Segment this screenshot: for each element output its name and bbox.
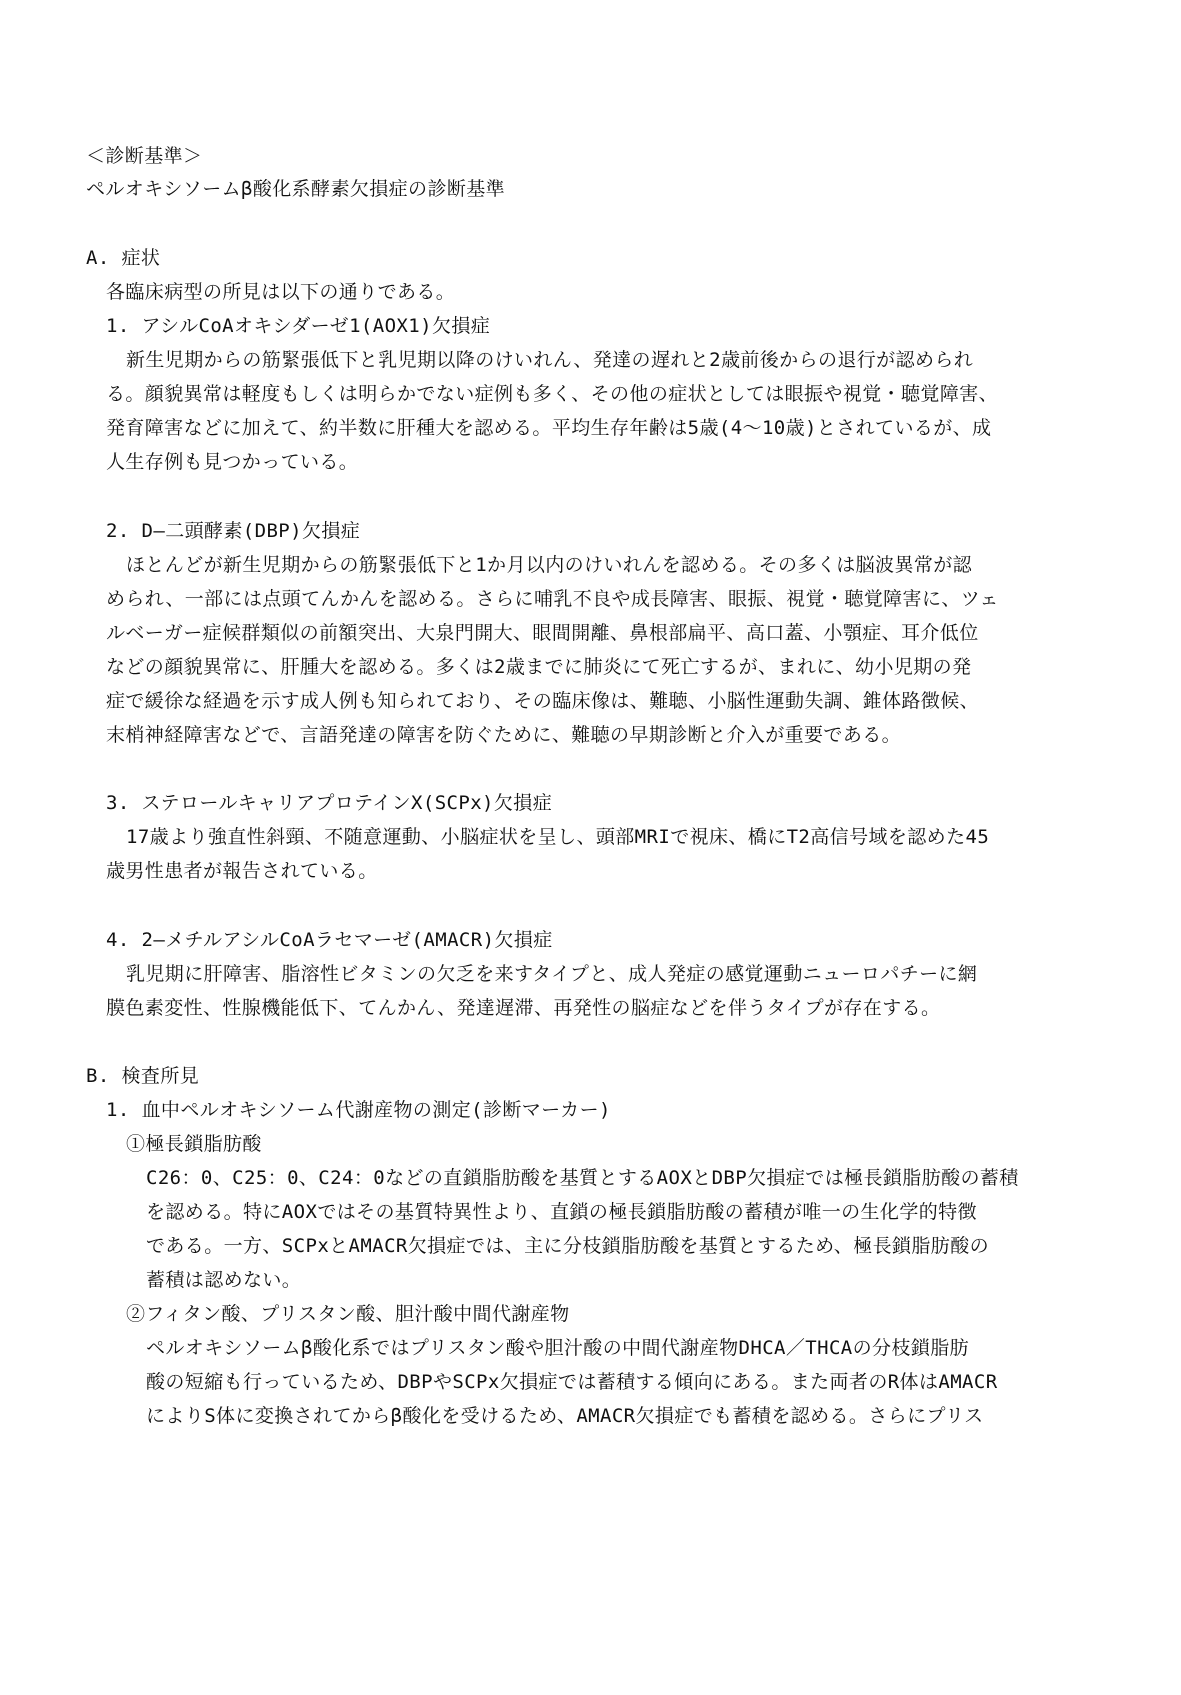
paragraph-line: 17歳より強直性斜頸、不随意運動、小脳症状を呈し、頭部MRIで視床、橋にT2高信号域を認めた45: [126, 826, 990, 848]
paragraph-line: である。一方、SCPxとAMACR欠損症では、主に分枝鎖脂肪酸を基質とするため、極長鎖脂肪酸の: [146, 1235, 989, 1257]
paragraph-line: ルベーガー症候群類似の前額突出、大泉門開大、眼間開離、鼻根部扁平、高口蓋、小顎症、耳介低位: [106, 622, 979, 644]
section-b-heading: B. 検査所見: [86, 1065, 200, 1087]
section-b-item-1-title: 1. 血中ペルオキシソーム代謝産物の測定(診断マーカー): [106, 1099, 611, 1121]
paragraph-line: 蓄積は認めない。: [146, 1269, 302, 1291]
paragraph-line: 人生存例も見つかっている。: [106, 451, 359, 473]
paragraph-line: められ、一部には点頭てんかんを認める。さらに哺乳不良や成長障害、眼振、視覚・聴覚障害に、ツェ: [106, 588, 999, 610]
paragraph-line: 歳男性患者が報告されている。: [106, 860, 378, 882]
paragraph-line: 末梢神経障害などで、言語発達の障害を防ぐために、難聴の早期診断と介入が重要である。: [106, 724, 902, 746]
paragraph-line: C26：0、C25：0、C24：0などの直鎖脂肪酸を基質とするAOXとDBP欠損症では極長鎖脂肪酸の蓄積: [146, 1167, 1019, 1189]
paragraph-line: る。顔貌異常は軽度もしくは明らかでない症例も多く、その他の症状としては眼振や視覚・聴覚障害、: [106, 383, 999, 405]
paragraph-line: によりS体に変換されてからβ酸化を受けるため、AMACR欠損症でも蓄積を認める。さらにプリス: [146, 1405, 984, 1427]
bracket-title: ＜診断基準＞: [86, 145, 203, 167]
paragraph-line: を認める。特にAOXではその基質特異性より、直鎖の極長鎖脂肪酸の蓄積が唯一の生化学的特徴: [146, 1201, 977, 1223]
paragraph-line: 新生児期からの筋緊張低下と乳児期以降のけいれん、発達の遅れと2歳前後からの退行が認められ: [126, 349, 974, 371]
paragraph-line: ほとんどが新生児期からの筋緊張低下と1か月以内のけいれんを認める。その多くは脳波異常が認: [126, 554, 973, 576]
paragraph-line: ペルオキシソームβ酸化系ではプリスタン酸や胆汁酸の中間代謝産物DHCA／THCAの分枝鎖脂肪: [146, 1337, 970, 1359]
item-1-title: 1. アシルCoAオキシダーゼ1(AOX1)欠損症: [106, 315, 491, 337]
section-a-intro: 各臨床病型の所見は以下の通りである。: [106, 281, 456, 303]
paragraph-line: 症で緩徐な経過を示す成人例も知られており、その臨床像は、難聴、小脳性運動失調、錐体路徴候、: [106, 690, 980, 712]
section-a-heading: A. 症状: [86, 247, 161, 269]
document-title: ペルオキシソームβ酸化系酵素欠損症の診断基準: [86, 178, 506, 200]
paragraph-line: 発育障害などに加えて、約半数に肝種大を認める。平均生存年齢は5歳(4～10歳)とされているが、成: [106, 417, 992, 439]
subitem-2-title: ②フィタン酸、プリスタン酸、胆汁酸中間代謝産物: [126, 1303, 570, 1325]
subitem-1-title: ①極長鎖脂肪酸: [126, 1133, 262, 1155]
item-4-title: 4. 2―メチルアシルCoAラセマーゼ(AMACR)欠損症: [106, 929, 553, 951]
paragraph-line: などの顔貌異常に、肝腫大を認める。多くは2歳までに肺炎にて死亡するが、まれに、幼小児期の発: [106, 656, 972, 678]
paragraph-line: 酸の短縮も行っているため、DBPやSCPx欠損症では蓄積する傾向にある。また両者のR体はAMACR: [146, 1371, 998, 1393]
item-2-title: 2. D―二頭酵素(DBP)欠損症: [106, 520, 361, 542]
paragraph-line: 乳児期に肝障害、脂溶性ビタミンの欠乏を来すタイプと、成人発症の感覚運動ニューロパチーに網: [126, 963, 978, 985]
paragraph-line: 膜色素変性、性腺機能低下、てんかん、発達遅滞、再発性の脳症などを伴うタイプが存在する。: [106, 997, 941, 1019]
item-3-title: 3. ステロールキャリアプロテインX(SCPx)欠損症: [106, 792, 553, 814]
